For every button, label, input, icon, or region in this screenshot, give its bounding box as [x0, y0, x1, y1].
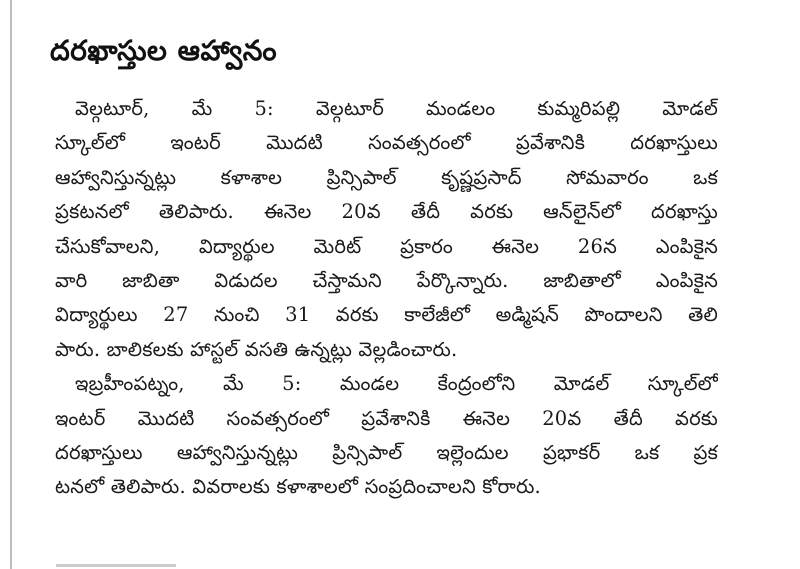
article-line: వారి జాబితా విడుదల చేస్తామని పేర్కొన్నారు. జాబితాలో ఎంపికైన: [55, 268, 718, 292]
previous-article-cut-off-text: [56, 0, 718, 9]
article-line: పారు. బాలికలకు హాస్టల్ వసతి ఉన్నట్లు వెల్లడించారు.: [55, 337, 458, 361]
article-line: ఇంటర్ మొదటి సంవత్సరంలో ప్రవేశానికి ఈనెల 20వ తేదీ వరకు: [55, 406, 718, 430]
article-line: వెల్గటూర్, మే 5: వెల్గటూర్ మండలం కుమ్మరిపల్లి మోడల్: [75, 97, 718, 120]
article-line: ప్రకటనలో తెలిపారు. ఈనెల 20వ తేదీ వరకు ఆన్‌లైన్‌లో దరఖాస్తు: [55, 200, 718, 224]
article-line: దరఖాస్తులు ఆహ్వానిస్తున్నట్లు ప్రిన్సిపాల్ ఇల్లెందుల ప్రభాకర్ ఒక ప్రక: [55, 440, 718, 464]
article-line: టనలో తెలిపారు. వివరాలకు కళాశాలలో సంప్రదించాలని కోరారు.: [55, 475, 541, 499]
next-article-cut-off-edge: [56, 560, 456, 569]
article-headline: దరఖాస్తుల ఆహ్వానం: [50, 34, 278, 67]
column-divider: [10, 0, 12, 569]
article-line: ఆహ్వానిస్తున్నట్లు కళాశాల ప్రిన్సిపాల్ కృష్ణప్రసాద్ సోమవారం ఒక: [55, 165, 718, 189]
article-line: స్కూల్‌లో ఇంటర్ మొదటి సంవత్సరంలో ప్రవేశానికి దరఖాస్తులు: [55, 131, 718, 155]
article-body: [55, 92, 718, 505]
article-line: విద్యార్థులు 27 నుంచి 31 వరకు కాలేజీలో అడ్మిషన్ పొందాలని తెలి: [55, 303, 718, 327]
article-line: చేసుకోవాలని, విద్యార్థుల మెరిట్ ప్రకారం ఈనెల 26న ఎంపికైన: [55, 234, 718, 258]
article-line: ఇబ్రహీంపట్నం, మే 5: మండల కేంద్రంలోని మోడల్ స్కూల్‌లో: [75, 372, 718, 396]
